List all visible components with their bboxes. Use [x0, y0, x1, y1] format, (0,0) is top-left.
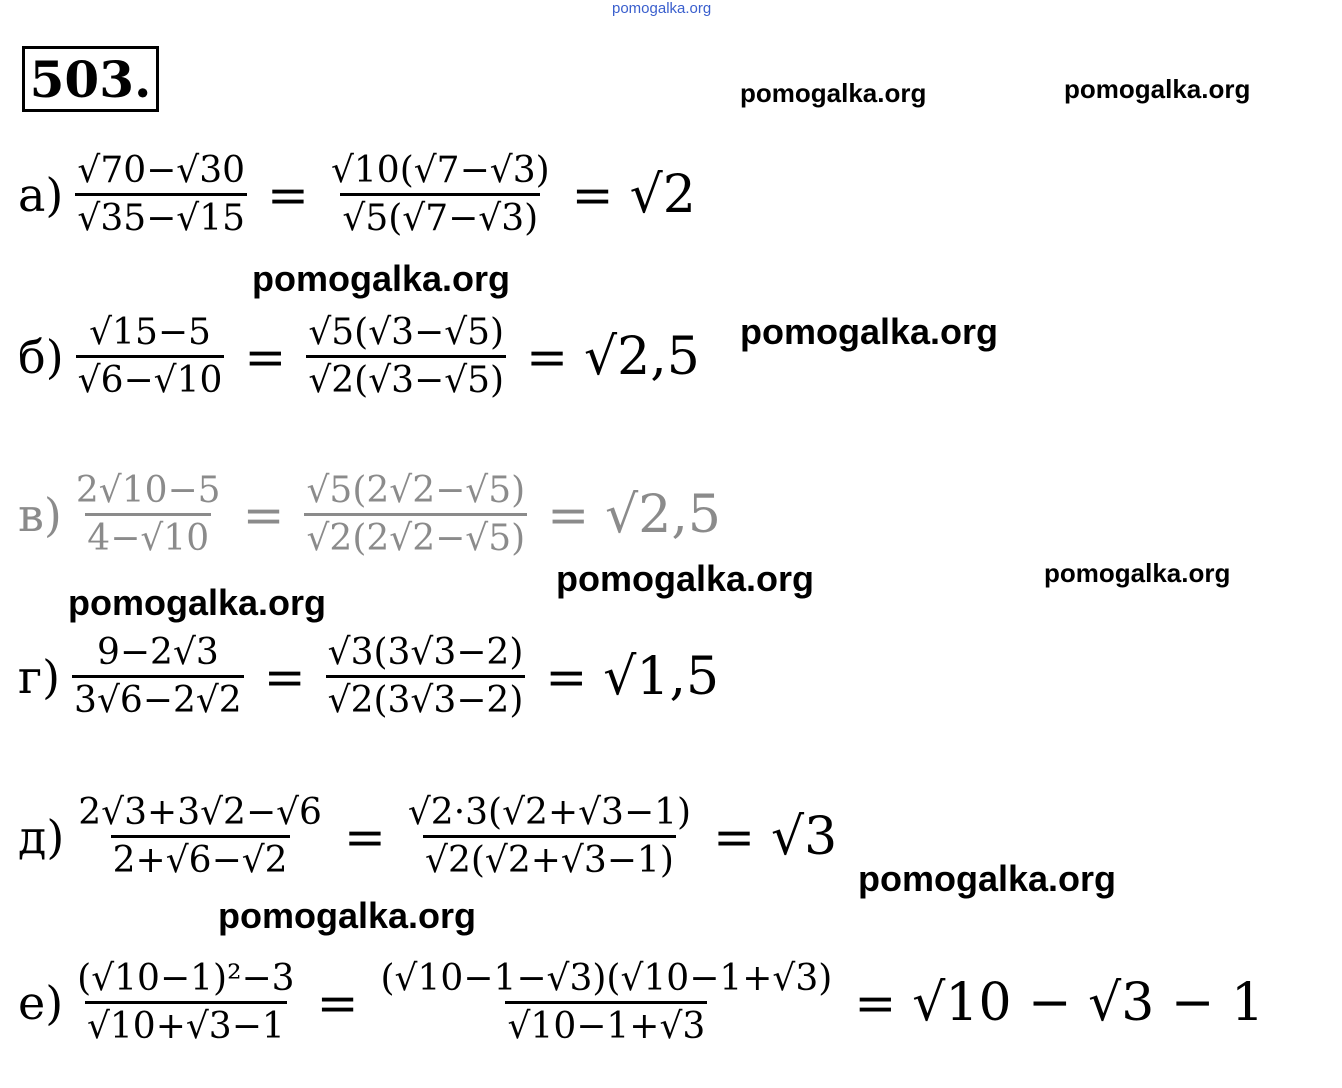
watermark: pomogalka.org: [858, 858, 1117, 899]
watermark: pomogalka.org: [218, 895, 477, 936]
numerator: 2√3+3√2−√6: [78, 792, 322, 833]
numerator: (√10−1)²−3: [77, 958, 295, 999]
problem-number: 503.: [22, 46, 159, 112]
equals-sign: =: [526, 327, 569, 386]
item-d: [18, 792, 837, 882]
item-v: [18, 470, 721, 560]
denominator: 2+√6−√2: [111, 835, 290, 881]
item-label: е): [18, 975, 64, 1030]
fraction-middle: [378, 958, 834, 1048]
denominator: √2(3√3−2): [326, 675, 526, 721]
item-label: в): [18, 487, 62, 542]
numerator: 2√10−5: [75, 470, 221, 511]
watermark-top: pomogalka.org: [612, 0, 712, 17]
equals-sign: =: [547, 485, 590, 544]
equals-sign: =: [713, 807, 755, 866]
watermark: pomogalka.org: [740, 78, 927, 108]
item-label: а): [18, 167, 64, 222]
result: √2,5: [605, 484, 721, 545]
watermark: pomogalka.org: [252, 258, 511, 299]
item-g: [18, 632, 719, 722]
fraction-middle: [329, 150, 552, 240]
watermark: pomogalka.org: [556, 558, 815, 599]
denominator: 3√6−2√2: [72, 675, 244, 721]
item-b: [18, 312, 700, 402]
item-e: [18, 958, 1264, 1048]
watermark: pomogalka.org: [1044, 558, 1231, 588]
equals-sign: =: [545, 647, 588, 706]
equals-sign: =: [316, 973, 359, 1032]
denominator: √2(√3−√5): [306, 355, 506, 401]
result: √2,5: [584, 326, 700, 387]
watermark: pomogalka.org: [1064, 74, 1251, 104]
result: √2: [629, 164, 696, 225]
denominator: √2(2√2−√5): [304, 513, 527, 559]
fraction-middle: [304, 470, 527, 560]
fraction-left: [75, 150, 247, 240]
fraction-left: [75, 958, 296, 1048]
fraction-left: [72, 632, 244, 722]
numerator: √5(2√2−√5): [306, 470, 526, 511]
equals-sign: =: [854, 973, 897, 1032]
numerator: √2·3(√2+√3−1): [407, 792, 692, 833]
fraction-left: [76, 312, 225, 402]
fraction-middle: [306, 312, 506, 402]
denominator: √10−1+√3: [505, 1001, 707, 1047]
result: √3: [770, 806, 838, 867]
item-label: б): [18, 329, 64, 384]
numerator: √10(√7−√3): [330, 150, 550, 191]
numerator: √70−√30: [77, 150, 246, 191]
equals-sign: =: [571, 165, 614, 224]
fraction-left: [74, 470, 223, 560]
numerator: √3(3√3−2): [327, 632, 524, 673]
denominator: 4−√10: [85, 513, 211, 559]
numerator: 9−2√3: [96, 632, 219, 673]
item-a: [18, 150, 696, 240]
denominator: √10+√3−1: [85, 1001, 287, 1047]
equals-sign: =: [263, 647, 306, 706]
numerator: √5(√3−√5): [308, 312, 505, 353]
numerator: √15−5: [89, 312, 211, 353]
denominator: √5(√7−√3): [340, 193, 540, 239]
result: √10 − √3 − 1: [912, 972, 1265, 1033]
item-label: г): [18, 649, 61, 704]
fraction-left: [76, 792, 324, 882]
denominator: √35−√15: [75, 193, 247, 239]
item-label: д): [18, 809, 65, 864]
watermark: pomogalka.org: [68, 582, 327, 623]
watermark: pomogalka.org: [740, 311, 999, 352]
numerator: (√10−1−√3)(√10−1+√3): [380, 958, 833, 999]
equals-sign: =: [244, 327, 287, 386]
fraction-middle: [326, 632, 526, 722]
fraction-middle: [406, 792, 693, 882]
denominator: √6−√10: [76, 355, 225, 401]
equals-sign: =: [343, 807, 386, 866]
equals-sign: =: [267, 165, 309, 224]
equals-sign: =: [242, 485, 285, 544]
denominator: √2(√2+√3−1): [423, 835, 676, 881]
result: √1,5: [603, 646, 720, 707]
